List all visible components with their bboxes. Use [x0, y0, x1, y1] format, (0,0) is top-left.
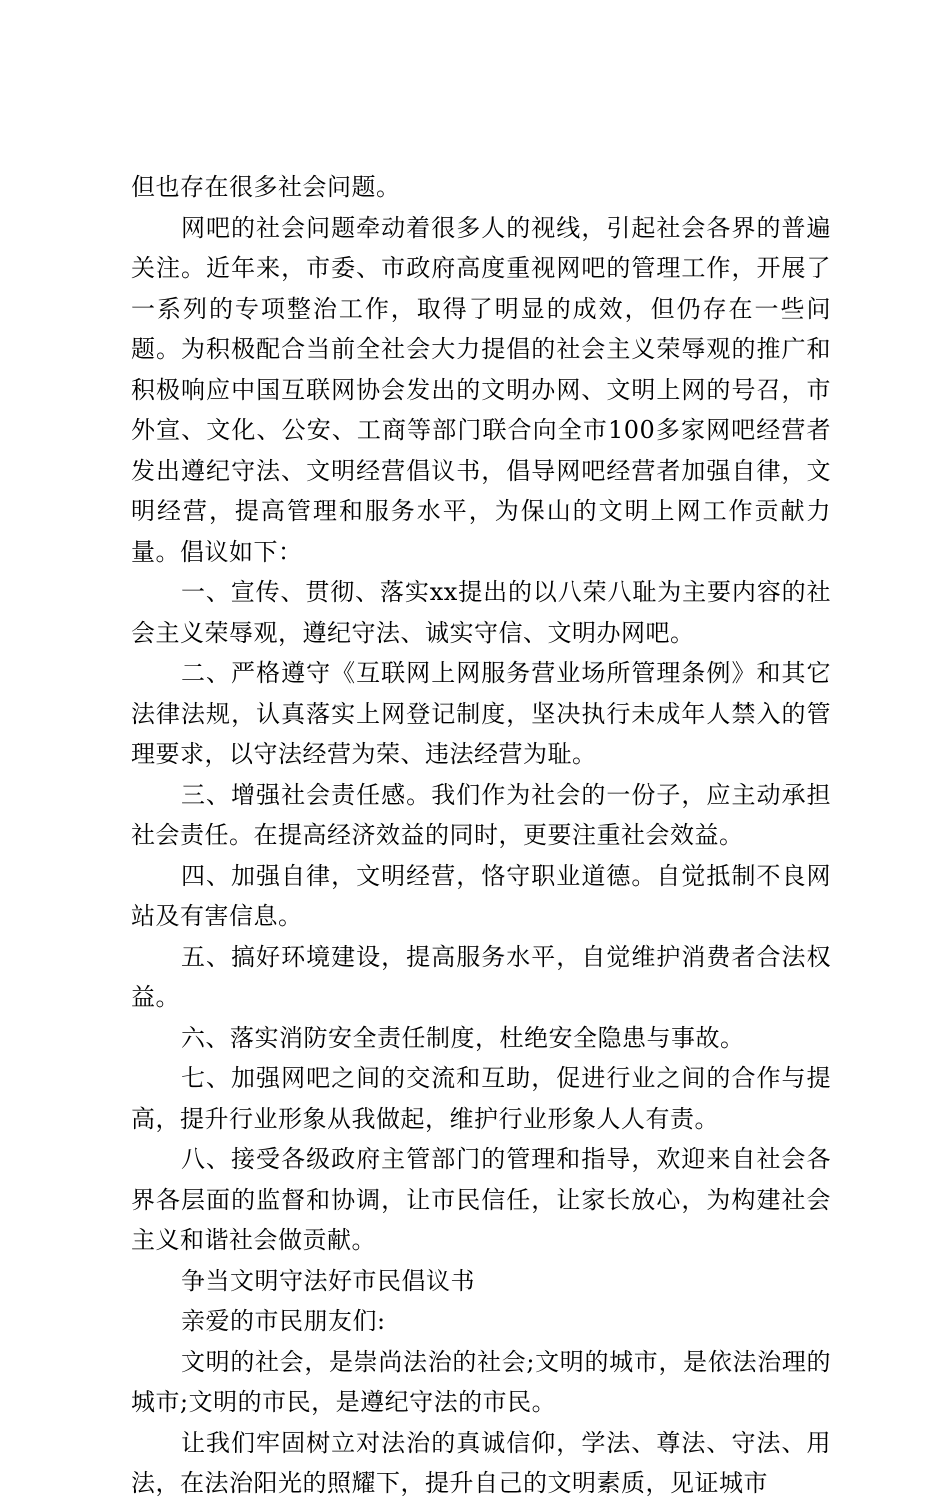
- paragraph-proposal-8: 八、接受各级政府主管部门的管理和指导，欢迎来自社会各界各层面的监督和协调，让市民信任，让家长放心，为构建社会主义和谐社会做贡献。: [131, 1145, 831, 1254]
- paragraph-intro-tail: 但也存在很多社会问题。: [131, 173, 401, 201]
- paragraph-proposal-3: 三、增强社会责任感。我们作为社会的一份子，应主动承担社会责任。在提高经济效益的同时，更要注重社会效益。: [131, 780, 831, 849]
- salutation: 亲爱的市民朋友们:: [181, 1307, 386, 1335]
- document-body: [131, 167, 831, 1504]
- paragraph-proposal-6: 六、落实消防安全责任制度，杜绝安全隐患与事故。: [181, 1023, 745, 1052]
- paragraph-rule-of-law: 让我们牢固树立对法治的真诚信仰，学法、尊法、守法、用法，在法治阳光的照耀下，提升自己的文明素质，见证城市: [131, 1428, 831, 1497]
- paragraph-proposal-4: 四、加强自律，文明经营，恪守职业道德。自觉抵制不良网站及有害信息。: [131, 861, 831, 930]
- paragraph-proposal-5: 五、搞好环境建设，提高服务水平，自觉维护消费者合法权益。: [131, 942, 831, 1011]
- paragraph-proposal-1: 一、宣传、贯彻、落实xx提出的以八荣八耻为主要内容的社会主义荣辱观，遵纪守法、诚实守信、文明办网吧。: [131, 578, 831, 647]
- paragraph-proposal-7: 七、加强网吧之间的交流和互助，促进行业之间的合作与提高，提升行业形象从我做起，维护行业形象人人有责。: [131, 1064, 831, 1133]
- paragraph-proposal-2: 二、严格遵守《互联网上网服务营业场所管理条例》和其它法律法规，认真落实上网登记制度，坚决执行未成年人禁入的管理要求，以守法经营为荣、违法经营为耻。: [131, 659, 831, 768]
- paragraph-civilized-society: 文明的社会，是崇尚法治的社会;文明的城市，是依法治理的城市;文明的市民，是遵纪守法的市民。: [131, 1347, 831, 1416]
- section-title: 争当文明守法好市民倡议书: [181, 1266, 475, 1295]
- paragraph-internet-cafe-issues: 网吧的社会问题牵动着很多人的视线，引起社会各界的普遍关注。近年来，市委、市政府高度重视网吧的管理工作，开展了一系列的专项整治工作，取得了明显的成效，但仍存在一些问题。为积极配合当前全社会大力提倡的社会主义荣辱观的推广和积极响应中国互联网协会发出的文明办网、文明上网的号召，市外宣、文化、公安、工商等部门联合向全市100多家网吧经营者发出遵纪守法、文明经营倡议书，倡导网吧经营者加强自律，文明经营，提高管理和服务水平，为保山的文明上网工作贡献力量。倡议如下：: [131, 213, 831, 566]
